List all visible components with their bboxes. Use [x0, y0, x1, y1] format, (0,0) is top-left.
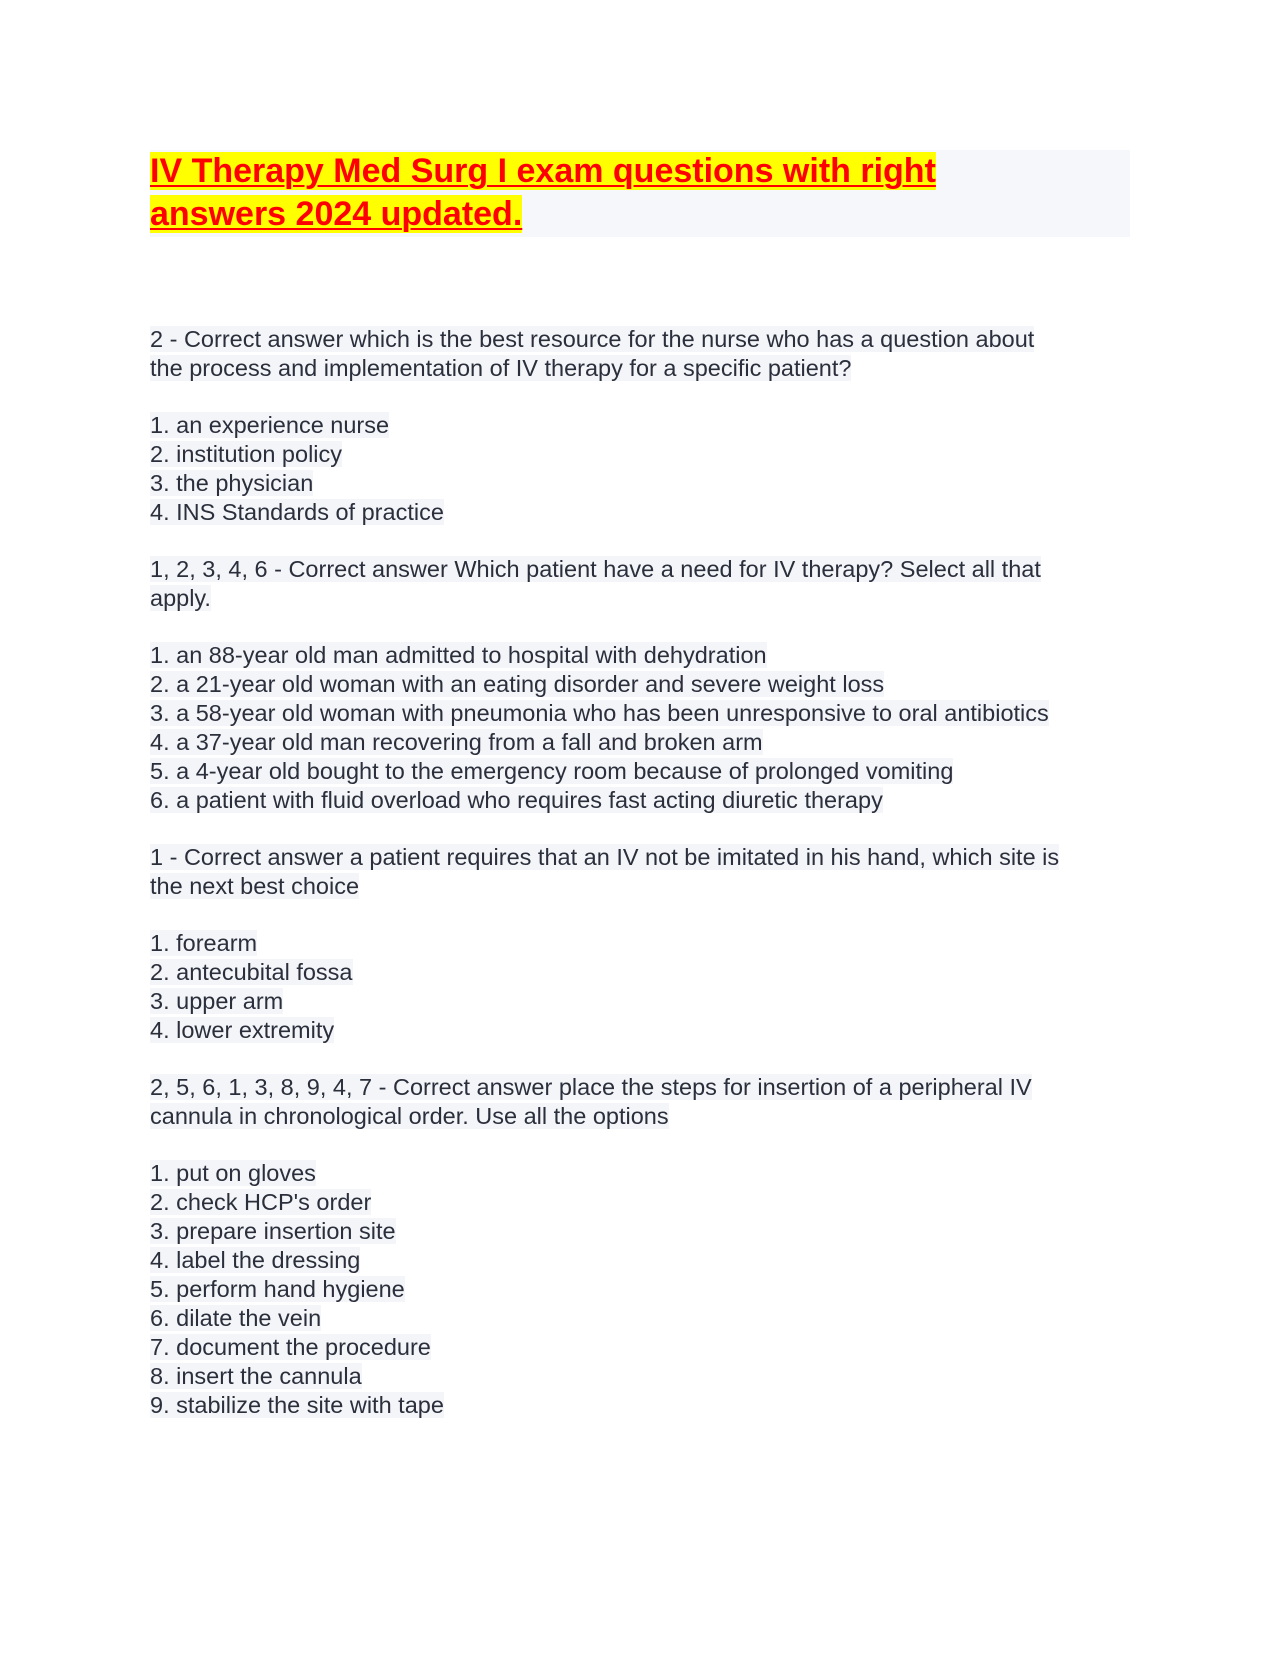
option-item: 4. a 37-year old man recovering from a fall and broken arm	[150, 729, 763, 755]
option-list	[150, 641, 1130, 815]
option-list	[150, 411, 1130, 527]
document-page	[150, 150, 1130, 1448]
option-item: 5. a 4-year old bought to the emergency room because of prolonged vomiting	[150, 758, 954, 784]
question-line: apply.	[150, 585, 211, 611]
option-list	[150, 1159, 1130, 1420]
option-item: 1. put on gloves	[150, 1160, 316, 1186]
option-item: 1. an experience nurse	[150, 412, 390, 438]
qa-item	[150, 1073, 1130, 1420]
question-line: cannula in chronological order. Use all the options	[150, 1103, 669, 1129]
option-item: 3. upper arm	[150, 988, 284, 1014]
option-item: 4. label the dressing	[150, 1247, 361, 1273]
qa-item	[150, 555, 1130, 815]
title-line-1: IV Therapy Med Surg I exam questions with right	[150, 152, 936, 190]
option-item: 7. document the procedure	[150, 1334, 431, 1360]
option-item: 3. prepare insertion site	[150, 1218, 396, 1244]
question-line: 2, 5, 6, 1, 3, 8, 9, 4, 7 - Correct answer place the steps for insertion of a peripheral IV	[150, 1074, 1032, 1100]
option-item: 4. lower extremity	[150, 1017, 335, 1043]
question-line: the next best choice	[150, 873, 360, 899]
question-line: 1 - Correct answer a patient requires that an IV not be imitated in his hand, which site is	[150, 844, 1060, 870]
option-item: 2. institution policy	[150, 441, 343, 467]
question-line: 1, 2, 3, 4, 6 - Correct answer Which patient have a need for IV therapy? Select all that	[150, 556, 1041, 582]
option-item: 2. check HCP's order	[150, 1189, 372, 1215]
option-item: 5. perform hand hygiene	[150, 1276, 405, 1302]
title-line-2: answers 2024 updated.	[150, 195, 523, 233]
option-item: 1. forearm	[150, 930, 258, 956]
question-text	[150, 555, 1130, 613]
option-item: 2. antecubital fossa	[150, 959, 353, 985]
option-item: 9. stabilize the site with tape	[150, 1392, 444, 1418]
option-item: 6. a patient with fluid overload who requires fast acting diuretic therapy	[150, 787, 883, 813]
option-item: 4. INS Standards of practice	[150, 499, 444, 525]
question-text	[150, 843, 1130, 901]
option-item: 3. the physician	[150, 470, 314, 496]
question-line: the process and implementation of IV therapy for a specific patient?	[150, 355, 852, 381]
question-line: 2 - Correct answer which is the best resource for the nurse who has a question about	[150, 326, 1035, 352]
option-list	[150, 929, 1130, 1045]
qa-item	[150, 843, 1130, 1045]
option-item: 1. an 88-year old man admitted to hospital with dehydration	[150, 642, 767, 668]
option-item: 3. a 58-year old woman with pneumonia who has been unresponsive to oral antibiotics	[150, 700, 1049, 726]
question-text	[150, 1073, 1130, 1131]
option-item: 2. a 21-year old woman with an eating disorder and severe weight loss	[150, 671, 885, 697]
option-item: 8. insert the cannula	[150, 1363, 362, 1389]
option-item: 6. dilate the vein	[150, 1305, 322, 1331]
question-text	[150, 325, 1130, 383]
document-title	[150, 150, 1130, 237]
qa-item	[150, 325, 1130, 527]
qa-list	[150, 325, 1130, 1420]
